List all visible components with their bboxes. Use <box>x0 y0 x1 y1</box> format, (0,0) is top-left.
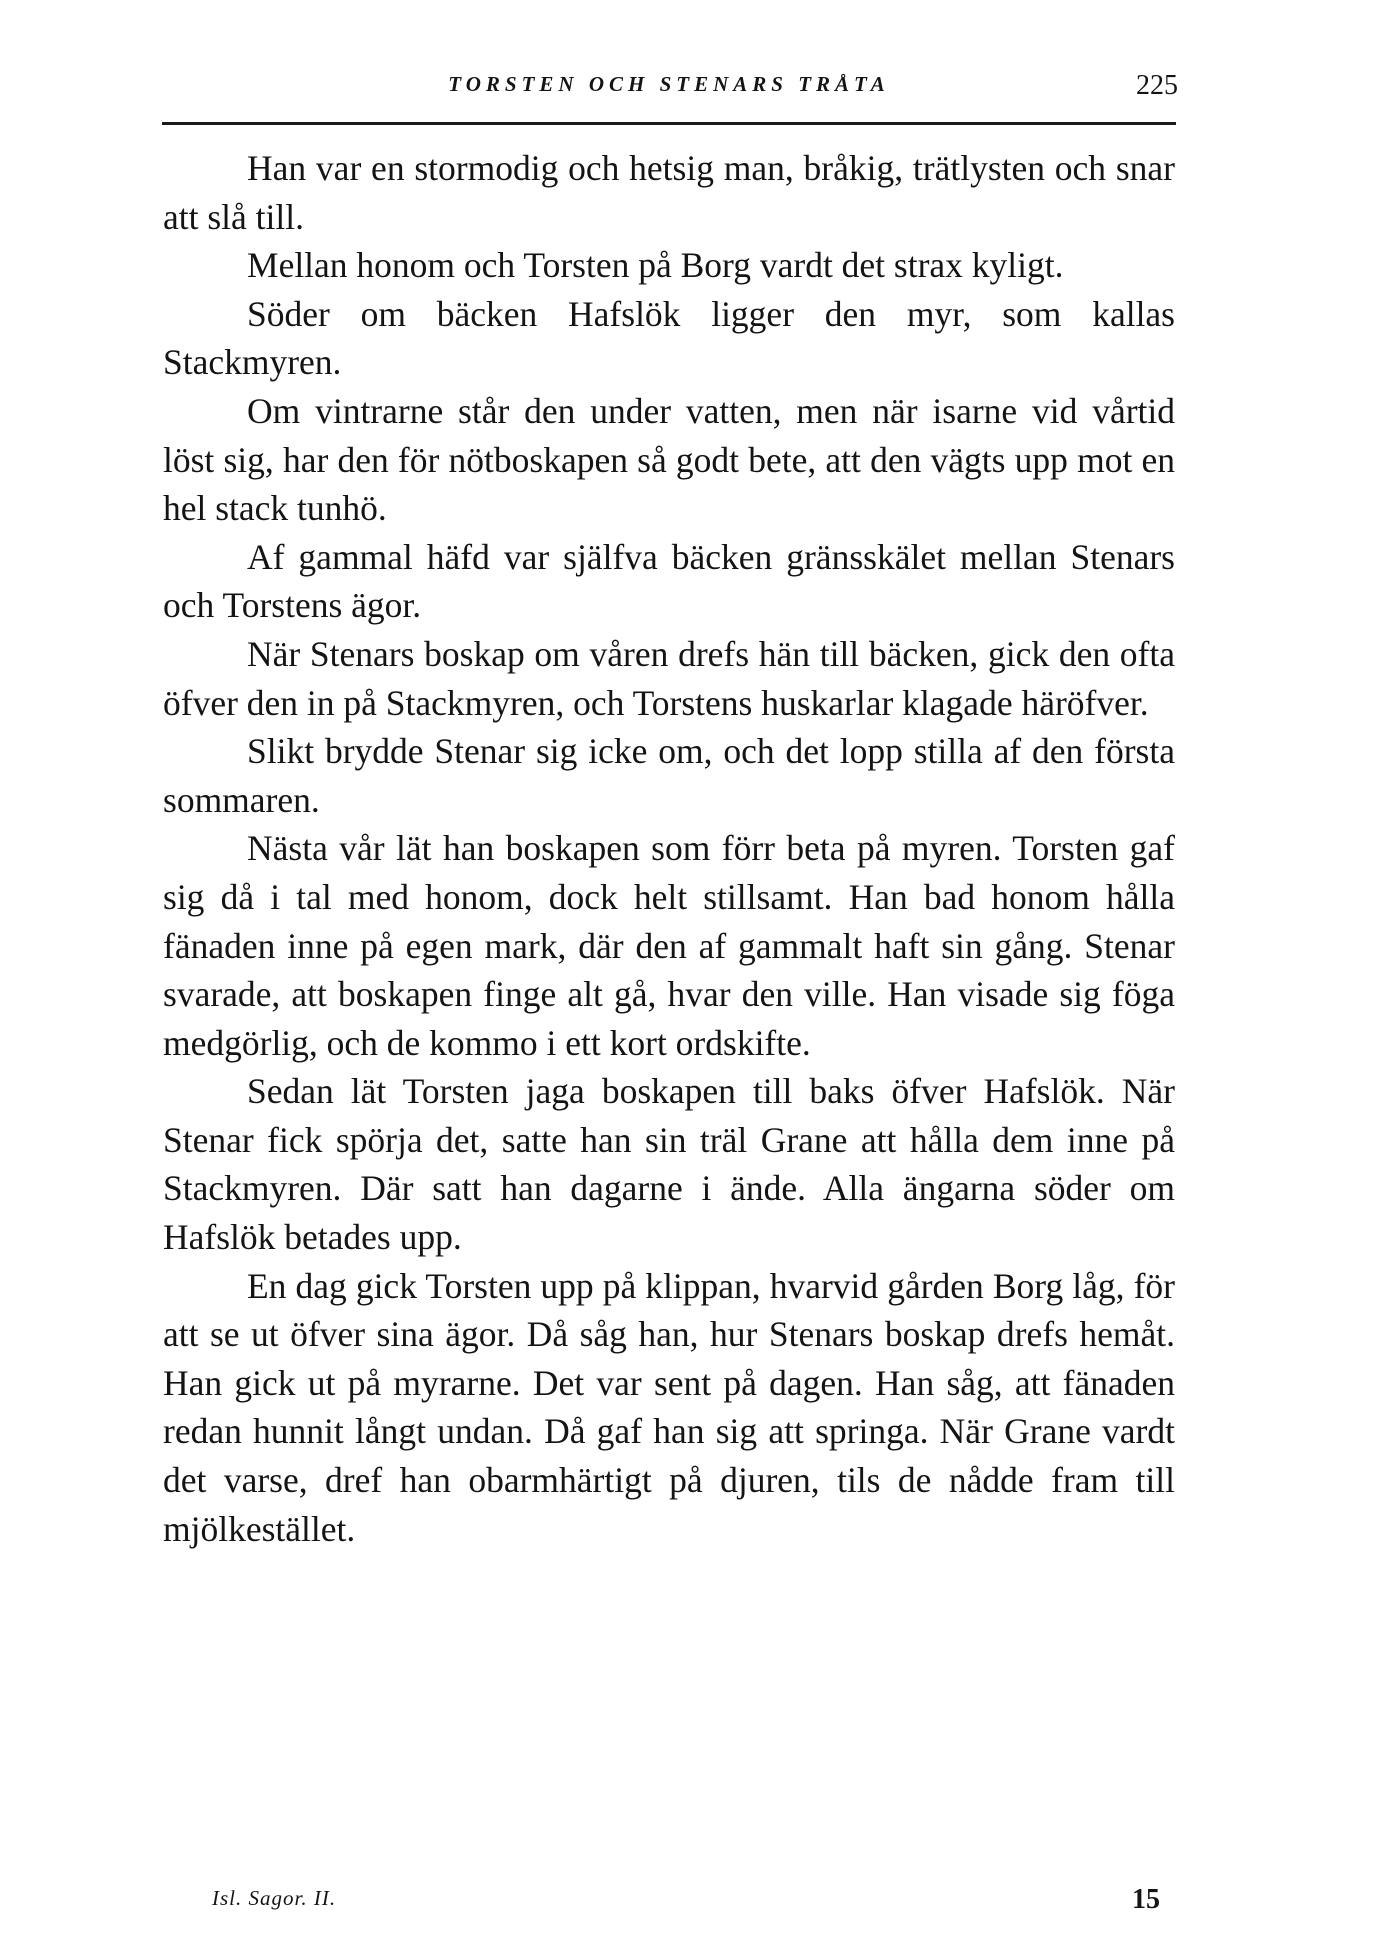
running-title: TORSTEN OCH STENARS TRÅTA <box>448 72 890 96</box>
paragraph: Nästa vår lät han boskapen som förr beta på myren. Torsten gaf sig då i tal med honom, dock helt stillsamt. Han bad honom hålla fänaden inne på egen mark, där den af gammalt haft sin gång. Stenar svarade, att boskapen finge alt gå, hvar den ville. Han visade sig föga medgörlig, och de kommo i ett kort ordskifte. <box>163 828 1175 1063</box>
paragraph: En dag gick Torsten upp på klippan, hvarvid gården Borg låg, för att se ut öfver sina ägor. Då såg han, hur Stenars boskap drefs hemåt. Han gick ut på myrarne. Det var sent på dagen. Han såg, att fänaden redan hunnit långt undan. Då gaf han sig att springa. När Grane vardt det varse, dref han obarmhärtigt på djuren, tils de nådde fram till mjölkestället. <box>163 1265 1175 1549</box>
header-rule <box>162 122 1176 125</box>
paragraph: Om vintrarne står den under vatten, men när isarne vid vårtid löst sig, har den för nötboskapen så godt bete, att den vägts upp mot en hel stack tunhö. <box>163 390 1175 529</box>
paragraph: Söder om bäcken Hafslök ligger den myr, som kallas Stackmyren. <box>163 293 1175 383</box>
sheet-number: 15 <box>1132 1884 1160 1915</box>
paragraph: Han var en stormodig och hetsig man, bråkig, trätlysten och snar att slå till. <box>163 148 1175 237</box>
body-text <box>163 144 1175 1553</box>
page-number: 225 <box>1136 70 1178 101</box>
running-head <box>160 72 1178 112</box>
paragraph: Mellan honom och Torsten på Borg vardt det strax kyligt. <box>247 245 1064 286</box>
paragraph: Slikt brydde Stenar sig icke om, och det lopp stilla af den första sommaren. <box>163 731 1175 820</box>
paragraph: Af gammal häfd var själfva bäcken gränsskälet mellan Stenars och Torstens ägor. <box>163 536 1175 626</box>
paragraph: Sedan lät Torsten jaga boskapen till baks öfver Hafslök. När Stenar fick spörja det, satte han sin träl Grane att hålla dem inne på Stackmyren. Där satt han dagarne i ände. Alla ängarna söder om Hafslök betades upp. <box>163 1071 1175 1258</box>
paragraph: När Stenars boskap om våren drefs hän till bäcken, gick den ofta öfver den in på Stackmyren, och Torstens huskarlar klagade häröfver. <box>163 633 1175 723</box>
signature-mark: Isl. Sagor. II. <box>212 1886 337 1910</box>
page-footer <box>212 1886 1174 1926</box>
